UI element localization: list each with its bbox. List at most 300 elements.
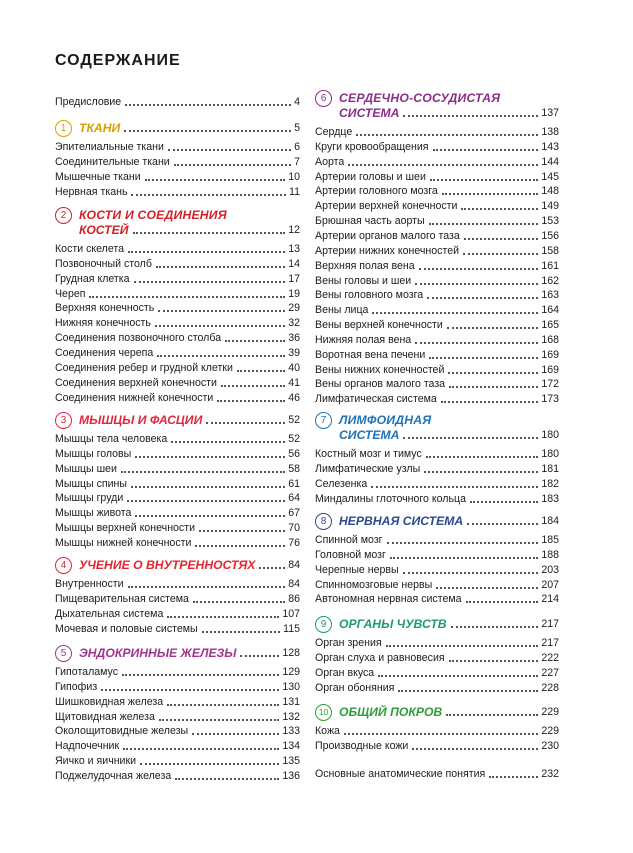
dot-leader: [446, 712, 538, 716]
toc-entry-page: 133: [282, 725, 300, 738]
toc-entry-label: Основные анатомические понятия: [315, 768, 486, 780]
toc-entry[interactable]: [55, 257, 300, 271]
dot-leader: [467, 521, 538, 525]
toc-entry-label: Гипофиз: [55, 680, 98, 693]
section-page: 229: [541, 706, 559, 718]
toc-entry[interactable]: [55, 391, 300, 405]
toc-entry[interactable]: [315, 636, 559, 650]
section-heading-1[interactable]: [55, 121, 300, 136]
dot-leader: [175, 776, 279, 780]
toc-entry-page: 56: [288, 447, 300, 460]
toc-entry-label: Надпочечник: [55, 740, 120, 753]
dot-leader: [461, 206, 538, 210]
section-page: 12: [288, 224, 300, 236]
section-heading-4[interactable]: [55, 558, 300, 573]
dot-leader: [156, 264, 285, 268]
dot-leader: [128, 584, 286, 588]
section-title-line2: [79, 223, 300, 238]
toc-entry-label: Соединения нижней конечности: [55, 391, 214, 404]
dot-leader: [202, 629, 280, 633]
dot-leader: [240, 653, 279, 657]
dot-leader: [371, 484, 538, 488]
dot-leader: [158, 308, 285, 312]
toc-entry[interactable]: [55, 331, 300, 345]
toc-entry[interactable]: [55, 432, 300, 446]
toc-entry-page: 163: [541, 289, 559, 302]
toc-entry-page: 10: [288, 170, 300, 183]
dot-leader: [447, 325, 539, 329]
toc-entry-page: 214: [541, 593, 559, 606]
toc-entry[interactable]: [315, 259, 559, 273]
section-page: 52: [288, 414, 300, 426]
toc-entry[interactable]: [315, 363, 559, 377]
dot-leader: [131, 484, 285, 488]
section-page: 84: [288, 559, 300, 571]
toc-entry-label: Верхняя конечность: [55, 302, 155, 315]
dot-leader: [466, 599, 539, 603]
toc-entry[interactable]: [55, 287, 300, 301]
toc-entry[interactable]: [315, 140, 559, 154]
section-heading-10[interactable]: [315, 705, 559, 720]
toc-entry[interactable]: [315, 288, 559, 302]
dot-leader: [430, 177, 538, 181]
dot-leader: [145, 177, 286, 181]
toc-entry-label: Орган вкуса: [315, 666, 375, 679]
dot-leader: [140, 761, 279, 765]
toc-entry-page: 169: [541, 363, 559, 376]
toc-entry[interactable]: [55, 376, 300, 390]
toc-entry[interactable]: [55, 739, 300, 753]
toc-entry[interactable]: [315, 578, 559, 592]
dot-leader: [128, 249, 285, 253]
toc-entry-label: Околощитовидные железы: [55, 725, 189, 738]
toc-entry-page: 182: [541, 477, 559, 490]
dot-leader: [470, 499, 538, 503]
toc-entry-label: Головной мозг: [315, 548, 386, 561]
toc-entry-label: Орган слуха и равновесия: [315, 651, 445, 664]
toc-entry-page: 46: [288, 391, 300, 404]
toc-entry-page: 7: [294, 155, 300, 168]
dot-leader: [433, 147, 539, 151]
section-title-line: [79, 558, 300, 573]
toc-entry[interactable]: [55, 185, 300, 199]
toc-entry[interactable]: [55, 769, 300, 783]
section-number-badge: 3: [55, 412, 72, 429]
toc-entry[interactable]: [55, 301, 300, 315]
section-title-text: ЭНДОКРИННЫЕ ЖЕЛЕЗЫ: [79, 646, 237, 660]
toc-entry[interactable]: [315, 274, 559, 288]
toc-entry[interactable]: [55, 592, 300, 606]
toc-entry[interactable]: [315, 199, 559, 213]
toc-entry-page: 138: [541, 126, 559, 138]
toc-entry-page: 181: [541, 462, 559, 475]
toc-entry-page: 207: [541, 578, 559, 591]
dot-leader: [348, 162, 538, 166]
toc-entry-page: 149: [541, 200, 559, 213]
toc-entry-label: Вены верхней конечности: [315, 319, 443, 332]
section-title-text: СИСТЕМА: [339, 428, 400, 442]
toc-entry-page: 168: [541, 333, 559, 346]
toc-entry[interactable]: [315, 477, 559, 491]
toc-entry-label: Кости скелета: [55, 243, 125, 255]
dot-leader: [193, 599, 285, 603]
toc-entry-label: Мышцы нижней конечности: [55, 536, 192, 549]
dot-leader: [121, 469, 285, 473]
toc-entry[interactable]: [315, 244, 559, 258]
section-page: 180: [541, 429, 559, 441]
toc-entry[interactable]: [315, 303, 559, 317]
dot-leader: [157, 353, 285, 357]
toc-entry-page: 17: [288, 272, 300, 285]
dot-leader: [429, 355, 538, 359]
section-number-badge: 7: [315, 412, 332, 429]
toc-entry[interactable]: [55, 155, 300, 169]
toc-entry-label: Мышцы спины: [55, 477, 127, 490]
dot-leader: [415, 281, 538, 285]
section-heading-9[interactable]: [315, 617, 559, 632]
toc-entry-label: Мочевая и половые системы: [55, 622, 198, 635]
toc-entry-label: Артерии верхней конечности: [315, 200, 458, 213]
toc-entry-page: 230: [541, 739, 559, 752]
toc-entry[interactable]: [55, 665, 300, 679]
section-title-text: УЧЕНИЕ О ВНУТРЕННОСТЯХ: [79, 558, 256, 572]
section-title-line: [339, 514, 559, 529]
toc-entry-page: 36: [288, 332, 300, 345]
section-title-line: [339, 705, 559, 720]
toc-entry-label: Воротная вена печени: [315, 348, 426, 361]
dot-leader: [372, 310, 538, 314]
dot-leader: [448, 370, 538, 374]
dot-leader: [135, 454, 285, 458]
dot-leader: [225, 338, 285, 342]
toc-entry[interactable]: [315, 462, 559, 476]
toc-entry[interactable]: [55, 140, 300, 154]
toc-entry[interactable]: [315, 533, 559, 547]
toc-entry-page: 40: [288, 361, 300, 374]
section-number-badge: 1: [55, 120, 72, 137]
toc-entry[interactable]: [315, 666, 559, 680]
toc-entry-label: Соединения верхней конечности: [55, 376, 217, 389]
dot-leader: [171, 439, 285, 443]
section-title-text: НЕРВНАЯ СИСТЕМА: [339, 514, 464, 528]
toc-entry-label: Мышечные ткани: [55, 170, 141, 183]
dot-leader: [122, 672, 279, 676]
toc-entry-page: 172: [541, 378, 559, 391]
toc-entry-label: Поджелудочная железа: [55, 769, 172, 782]
toc-entry-page: 222: [541, 651, 559, 664]
section-title-text: МЫШЦЫ И ФАСЦИИ: [79, 413, 203, 427]
dot-leader: [195, 543, 285, 547]
dot-leader: [429, 221, 539, 225]
toc-entry-label: Гипоталамус: [55, 666, 119, 678]
dot-leader: [167, 614, 279, 618]
toc-entry[interactable]: [315, 229, 559, 243]
toc-entry[interactable]: [55, 724, 300, 738]
section-title-line: [79, 646, 300, 661]
toc-entry-page: 76: [288, 536, 300, 549]
section-title-text: КОСТЕЙ: [79, 223, 129, 237]
toc-entry-label: Брюшная часть аорты: [315, 215, 425, 228]
toc-entry-page: 153: [541, 215, 559, 228]
section-number-badge: 6: [315, 90, 332, 107]
toc-entry-label: Спинной мозг: [315, 534, 383, 546]
toc-entry[interactable]: [315, 563, 559, 577]
toc-entry-glossary[interactable]: [315, 767, 559, 781]
dot-leader: [135, 513, 285, 517]
toc-entry[interactable]: [55, 710, 300, 724]
dot-leader: [464, 236, 539, 240]
dot-leader: [378, 673, 538, 677]
dot-leader: [127, 498, 285, 502]
toc-entry[interactable]: [55, 506, 300, 520]
toc-entry[interactable]: [315, 348, 559, 362]
dot-leader: [125, 102, 291, 106]
section-title-line1: ЛИМФОИДНАЯ: [339, 413, 432, 427]
section-heading-6[interactable]: [315, 91, 559, 120]
dot-leader: [442, 191, 539, 195]
dot-leader: [89, 294, 285, 298]
toc-entry-page: 232: [541, 768, 559, 780]
toc-entry-label: Вены головного мозга: [315, 289, 424, 302]
toc-entry-label: Производные кожи: [315, 739, 409, 752]
section-number-badge: 9: [315, 616, 332, 633]
dot-leader: [427, 295, 538, 299]
toc-entry-page: 185: [541, 534, 559, 546]
dot-leader: [412, 746, 538, 750]
toc-entry-label: Нижняя полая вена: [315, 333, 412, 346]
toc-entry-page: 41: [288, 376, 300, 389]
section-heading-5[interactable]: [55, 646, 300, 661]
toc-entry[interactable]: [315, 447, 559, 461]
dot-leader: [221, 383, 285, 387]
toc-entry[interactable]: [315, 739, 559, 753]
toc-entry-label: Предисловие: [55, 96, 122, 108]
toc-entry-label: Дыхательная система: [55, 607, 164, 620]
toc-entry[interactable]: [55, 695, 300, 709]
toc-entry-page: 156: [541, 229, 559, 242]
toc-entry-page: 227: [541, 666, 559, 679]
toc-entry-page: 32: [288, 317, 300, 330]
dot-leader: [489, 774, 538, 778]
section-title-line: [79, 121, 300, 136]
toc-entry[interactable]: [55, 680, 300, 694]
toc-entry[interactable]: [315, 492, 559, 506]
toc-entry[interactable]: [55, 607, 300, 621]
toc-entry-label: Щитовидная железа: [55, 710, 155, 723]
toc-entry-label: Орган зрения: [315, 637, 382, 649]
dot-leader: [192, 731, 279, 735]
dot-leader: [415, 340, 538, 344]
section-title-line2: [339, 106, 559, 121]
toc-entry-page: 217: [541, 637, 559, 649]
toc-entry-label: Пищеварительная система: [55, 592, 189, 605]
section-number-badge: 4: [55, 557, 72, 574]
toc-entry-label: Мышцы груди: [55, 492, 124, 505]
dot-leader: [199, 528, 285, 532]
toc-entry[interactable]: [315, 214, 559, 228]
dot-leader: [155, 323, 285, 327]
toc-entry-page: 136: [282, 769, 300, 782]
toc-entry-page: 228: [541, 681, 559, 694]
section-page: 5: [294, 122, 300, 134]
toc-entry[interactable]: [315, 548, 559, 562]
dot-leader: [403, 113, 538, 117]
toc-entry[interactable]: [55, 361, 300, 375]
toc-entry-page: 134: [282, 740, 300, 753]
section-number-badge: 8: [315, 513, 332, 530]
toc-entry-page: 131: [282, 695, 300, 708]
toc-entry-label: Верхняя полая вена: [315, 259, 415, 272]
dot-leader: [344, 731, 538, 735]
dot-leader: [217, 398, 285, 402]
toc-entry-label: Нижняя конечность: [55, 317, 151, 330]
toc-entry-page: 229: [541, 725, 559, 737]
toc-entry-label: Позвоночный столб: [55, 257, 152, 270]
toc-entry-label: Шишковидная железа: [55, 695, 164, 708]
dot-leader: [403, 435, 538, 439]
toc-entry-page: 180: [541, 448, 559, 460]
toc-entry-page: 67: [288, 507, 300, 520]
toc-entry[interactable]: [315, 318, 559, 332]
toc-entry[interactable]: [55, 754, 300, 768]
toc-entry[interactable]: [315, 681, 559, 695]
toc-entry[interactable]: [55, 346, 300, 360]
section-heading-3[interactable]: [55, 413, 300, 428]
toc-entry-label: Селезенка: [315, 477, 368, 490]
dot-leader: [124, 128, 291, 132]
section-title-line: [339, 617, 559, 632]
toc-entry-label: Спинномозговые нервы: [315, 578, 433, 591]
dot-leader: [390, 555, 538, 559]
toc-entry-label: Артерии нижних конечностей: [315, 244, 460, 257]
toc-entry-page: 165: [541, 319, 559, 332]
dot-leader: [133, 230, 286, 234]
toc-entry-label: Лимфатическая система: [315, 393, 437, 406]
toc-entry[interactable]: [55, 521, 300, 535]
dot-leader: [159, 717, 279, 721]
toc-entry-label: Кожа: [315, 725, 340, 737]
toc-entry[interactable]: [315, 125, 559, 139]
toc-entry[interactable]: [55, 536, 300, 550]
toc-entry-label: Соединительные ткани: [55, 155, 170, 168]
dot-leader: [436, 585, 538, 589]
toc-entry-page: 84: [288, 578, 300, 590]
toc-entry-page: 64: [288, 492, 300, 505]
toc-entry-label: Черепные нервы: [315, 563, 399, 576]
section-number-badge: 5: [55, 645, 72, 662]
section-page: 184: [541, 515, 559, 527]
toc-entry-label: Мышцы головы: [55, 447, 132, 460]
page-title: СОДЕРЖАНИЕ: [55, 52, 181, 69]
toc-entry[interactable]: [315, 377, 559, 391]
toc-entry-page: 58: [288, 462, 300, 475]
toc-entry-label: Вены головы и шеи: [315, 274, 412, 287]
dot-leader: [441, 399, 539, 403]
toc-entry-page: 6: [294, 141, 300, 153]
dot-leader: [134, 279, 286, 283]
section-title-line2: [339, 428, 559, 443]
toc-entry[interactable]: [55, 491, 300, 505]
dot-leader: [206, 420, 285, 424]
toc-entry-page: 61: [288, 477, 300, 490]
toc-entry[interactable]: [55, 577, 300, 591]
toc-entry[interactable]: [55, 462, 300, 476]
section-title-line1: СЕРДЕЧНО-СОСУДИСТАЯ: [339, 91, 501, 105]
toc-entry-label: Миндалины глоточного кольца: [315, 492, 466, 505]
toc-entry-label: Соединения позвоночного столба: [55, 332, 222, 345]
toc-entry-label: Лимфатические узлы: [315, 462, 421, 475]
dot-leader: [174, 162, 291, 166]
section-page: 137: [541, 107, 559, 119]
dot-leader: [426, 454, 539, 458]
toc-entry[interactable]: [315, 724, 559, 738]
toc-entry-label: Круги кровообращения: [315, 140, 429, 153]
toc-entry-page: 52: [288, 433, 300, 445]
toc-entry-page: 129: [282, 666, 300, 678]
section-page: 217: [541, 618, 559, 630]
toc-entry-label: Вены нижних конечностей: [315, 363, 445, 376]
section-heading-7[interactable]: [315, 413, 559, 442]
toc-entry-page: 130: [282, 680, 300, 693]
dot-leader: [237, 368, 285, 372]
section-title-line: [79, 413, 300, 428]
toc-entry[interactable]: [55, 622, 300, 636]
toc-entry-label: Мышцы тела человека: [55, 433, 168, 445]
toc-entry-label: Мышцы живота: [55, 507, 132, 520]
toc-entry[interactable]: [55, 316, 300, 330]
dot-leader: [463, 251, 538, 255]
toc-entry-page: 158: [541, 244, 559, 257]
dot-leader: [123, 746, 279, 750]
toc-entry-label: Аорта: [315, 155, 345, 168]
toc-entry[interactable]: [315, 333, 559, 347]
toc-entry[interactable]: [315, 651, 559, 665]
toc-entry-label: Яичко и яичники: [55, 755, 137, 768]
dot-leader: [131, 192, 286, 196]
toc-entry-page: 14: [288, 257, 300, 270]
toc-entry-label: Череп: [55, 287, 86, 300]
dot-leader: [449, 384, 538, 388]
toc-entry-preface[interactable]: [55, 95, 300, 109]
toc-entry-page: 188: [541, 548, 559, 561]
toc-entry-page: 4: [294, 96, 300, 108]
toc-entry[interactable]: [55, 170, 300, 184]
toc-entry-page: 132: [282, 710, 300, 723]
toc-entry-page: 11: [289, 185, 300, 198]
toc-entry-page: 19: [288, 287, 300, 300]
toc-entry-page: 13: [288, 243, 300, 255]
section-heading-2[interactable]: [55, 208, 300, 237]
toc-entry-page: 107: [282, 607, 300, 620]
toc-entry[interactable]: [315, 592, 559, 606]
toc-entry[interactable]: [55, 242, 300, 256]
toc-entry[interactable]: [315, 392, 559, 406]
section-title-text: СИСТЕМА: [339, 106, 400, 120]
toc-entry-page: 203: [541, 563, 559, 576]
dot-leader: [419, 266, 539, 270]
toc-entry[interactable]: [315, 155, 559, 169]
toc-entry[interactable]: [55, 447, 300, 461]
toc-entry[interactable]: [315, 184, 559, 198]
toc-entry[interactable]: [315, 170, 559, 184]
section-heading-8[interactable]: [315, 514, 559, 529]
toc-entry-page: 39: [288, 346, 300, 359]
toc-entry-page: 161: [541, 259, 559, 272]
dot-leader: [449, 658, 539, 662]
toc-entry[interactable]: [55, 477, 300, 491]
toc-entry-label: Мышцы шеи: [55, 462, 117, 475]
toc-entry[interactable]: [55, 272, 300, 286]
